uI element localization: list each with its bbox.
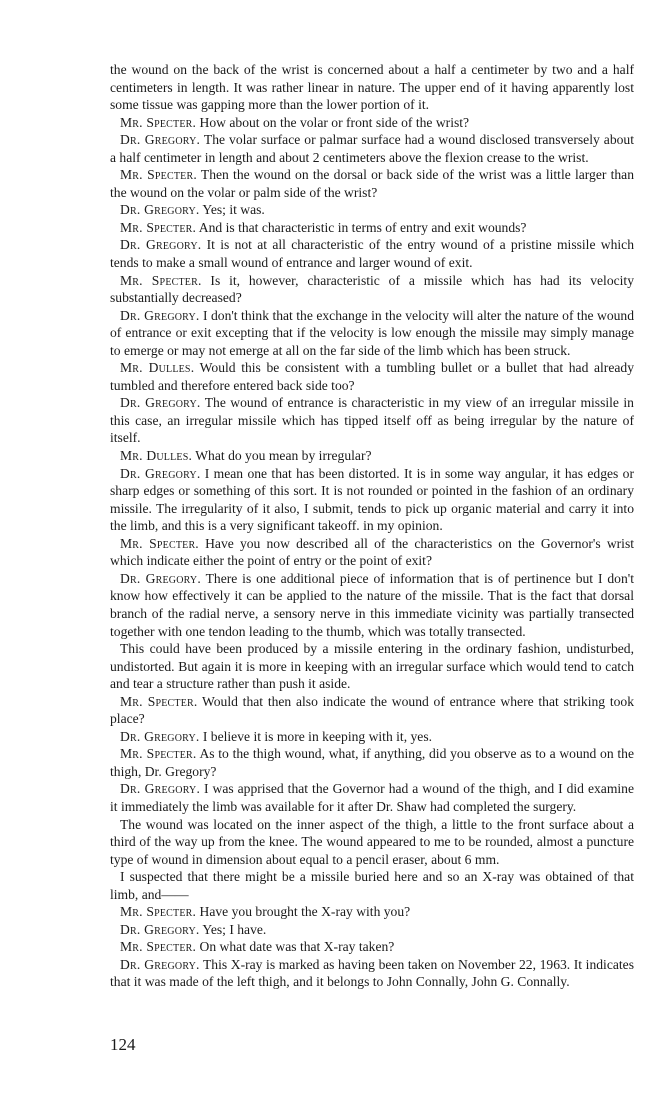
paragraph [110,956,634,991]
paragraph [110,745,634,780]
paragraph [110,359,634,394]
paragraph [110,780,634,815]
paragraph-text: I was apprised that the Governor had a wound of the thigh, and I did examine it immediately the limb was available for it after Dr. Shaw had completed the surgery. [110,781,634,814]
paragraph [110,868,634,903]
speaker-label: Mr. Dulles. [120,448,193,464]
document-body [110,61,634,991]
speaker-label: Mr. Dulles. [120,360,195,376]
paragraph [110,693,634,728]
paragraph [110,114,634,132]
paragraph [110,728,634,746]
paragraph-text: This X-ray is marked as having been taken on November 22, 1963. It indicates that it was made of the left thigh, and it belongs to John Connally, John G. Connally. [110,956,634,990]
paragraph [110,816,634,869]
speaker-label: Mr. Specter. [120,693,198,709]
speaker-label: Dr. Gregory. [120,728,200,744]
paragraph-text: As to the thigh wound, what, if anything, did you observe as to a wound on the thigh, Dr. Gregory? [110,746,634,779]
paragraph [110,394,634,447]
paragraph-text: I don't think that the exchange in the velocity will alter the nature of the wound of entrance or exit excepting that if the velocity is low enough the missile may simply manage to emerge or may not emerge at all on the far side of the limb which has been struck. [110,307,635,358]
speaker-label: Mr. Specter. [120,535,199,551]
paragraph-text: What do you mean by irregular? [192,448,372,464]
paragraph-text: This could have been produced by a missile entering in the ordinary fashion, undisturbed, undistorted. But again it is more in keeping with an irregular surface which would tend to catch and tear a structure rather than push it aside. [110,641,634,692]
paragraph-text: Then the wound on the dorsal or back side of the wrist was a little larger than the wound on the volar or palm side of the wrist? [110,167,635,200]
paragraph [110,307,634,360]
speaker-label: Dr. Gregory. [120,570,201,586]
paragraph-text: Would this be consistent with a tumbling bullet or a bullet that had already tumbled and therefore entered back side too? [110,360,634,393]
speaker-label: Mr. Specter. [120,219,197,235]
speaker-label: Mr. Specter. [120,272,202,288]
speaker-label: Mr. Specter. [120,904,197,920]
speaker-label: Dr. Gregory. [120,202,200,218]
paragraph [110,447,634,465]
paragraph [110,938,634,956]
speaker-label: Dr. Gregory. [120,465,201,481]
speaker-label: Mr. Specter. [120,114,197,130]
page-number: 124 [110,1035,136,1054]
speaker-label: Dr. Gregory. [120,781,201,797]
paragraph [110,131,634,166]
speaker-label: Dr. Gregory. [120,921,200,937]
paragraph-text: Have you brought the X-ray with you? [196,904,411,920]
paragraph-text: the wound on the back of the wrist is concerned about a half a centimeter by two and a half centimeters in length. It was rather linear in nature. The upper end of it having apparently lost some tissue was gapping more than the lower portion of it. [110,62,634,113]
paragraph [110,201,634,219]
paragraph [110,219,634,237]
paragraph [110,272,634,307]
paragraph-text: The wound was located on the inner aspect of the thigh, a little to the front surface about a third of the way up from the knee. The wound appeared to me to be rounded, almost a puncture type of wound in dimension about equal to a pencil eraser, about 6 mm. [110,816,634,867]
paragraph-text: On what date was that X-ray taken? [196,939,395,955]
paragraph-text: The volar surface or palmar surface had a wound disclosed transversely about a half centimeter in length and about 2 centimeters above the flexion crease to the wrist. [110,132,634,165]
speaker-label: Mr. Specter. [120,746,197,762]
paragraph-text: Is it, however, characteristic of a missile which has had its velocity substantially decreased? [110,272,635,306]
paragraph-text: How about on the volar or front side of the wrist? [196,114,470,130]
paragraph [110,903,634,921]
paragraph-text: I mean one that has been distorted. It is in some way angular, it has edges or sharp edges or something of this sort. It is not rounded or pointed in the fashion of an ordinary missile. The irregularity of it also, I submit, tends to pick up organic material and carry it into the limb, and this is a very significant takeoff. in my opinion. [110,465,634,534]
speaker-label: Dr. Gregory. [120,237,202,253]
paragraph [110,570,634,640]
paragraph [110,236,634,271]
paragraph-text: It is not at all characteristic of the entry wound of a pristine missile which tends to make a small wound of entrance and larger wound of exit. [110,237,634,271]
speaker-label: Mr. Specter. [120,939,197,955]
paragraph [110,640,634,693]
paragraph-text: I believe it is more in keeping with it, yes. [199,728,433,744]
paragraph-text: Yes; I have. [199,921,267,937]
paragraph [110,465,634,535]
paragraph [110,535,634,570]
paragraph [110,166,634,201]
paragraph-text: Would that then also indicate the wound of entrance where that striking took place? [110,693,634,727]
paragraph-text: Have you now described all of the characteristics on the Governor's wrist which indicate either the point of entry or the point of exit? [110,535,635,569]
speaker-label: Dr. Gregory. [120,395,201,411]
paragraph-text: I suspected that there might be a missile buried here and so an X-ray was obtained of that limb, and—— [110,869,634,902]
speaker-label: Dr. Gregory. [120,956,200,972]
paragraph-text: And is that characteristic in terms of entry and exit wounds? [196,219,527,235]
speaker-label: Dr. Gregory. [120,307,200,323]
speaker-label: Dr. Gregory. [120,132,201,148]
paragraph [110,61,634,114]
paragraph-text: The wound of entrance is characteristic in my view of an irregular missile in this case, an irregular missile which has tipped itself off as being irregular by the nature of itself. [110,395,634,446]
paragraph-text: There is one additional piece of information that is of pertinence but I don't know how effectively it can be applied to the nature of the missile. That is the fact that dorsal branch of the radial nerve, a sensory nerve in this immediate vicinity was partially transected together with one tendon leading to the thumb, which was totally transected. [110,570,634,639]
paragraph [110,921,634,939]
paragraph-text: Yes; it was. [199,202,265,218]
speaker-label: Mr. Specter. [120,167,197,183]
